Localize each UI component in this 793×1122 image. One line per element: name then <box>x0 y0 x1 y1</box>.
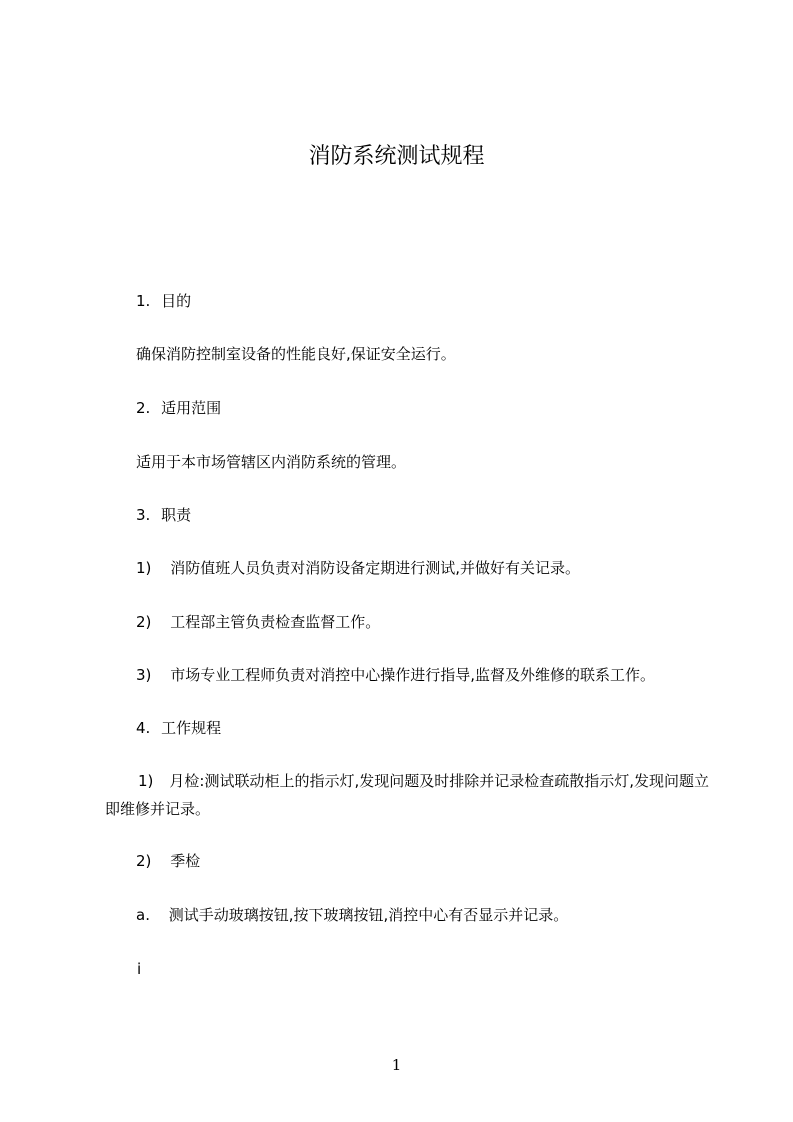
list-item-text: 工程部主管负责检查监督工作。 <box>170 613 381 631</box>
list-marker: 1) <box>136 559 152 577</box>
section-2-body: 适用于本市场管辖区内消防系统的管理。 <box>136 453 407 471</box>
list-marker: 1) <box>138 772 154 790</box>
section-number: 2. <box>136 399 151 417</box>
section-1-body: 确保消防控制室设备的性能良好,保证安全运行。 <box>136 345 456 363</box>
list-item <box>136 850 200 872</box>
list-item-text: 季检 <box>170 852 201 870</box>
list-item <box>136 664 655 686</box>
section-number: 1. <box>136 292 151 310</box>
list-item-text: 市场专业工程师负责对消控中心操作进行指导,监督及外维修的联系工作。 <box>170 666 655 684</box>
section-2-heading <box>136 397 221 419</box>
document-title: 消防系统测试规程 <box>308 144 485 169</box>
list-marker: 2) <box>136 613 152 631</box>
section-number: 3. <box>136 506 151 524</box>
section-number: 4. <box>136 719 151 737</box>
list-marker: a. <box>136 906 150 924</box>
list-marker: 3) <box>136 666 152 684</box>
section-1-heading <box>136 290 191 312</box>
sub-list-item <box>136 904 568 926</box>
section-title: 目的 <box>161 292 192 310</box>
trailing-marker: i <box>137 960 142 978</box>
section-3-heading <box>136 504 191 526</box>
section-title: 工作规程 <box>161 719 222 737</box>
section-title: 适用范围 <box>161 399 222 417</box>
list-item-text: 消防值班人员负责对消防设备定期进行测试,并做好有关记录。 <box>170 559 580 577</box>
section-title: 职责 <box>161 506 192 524</box>
list-item <box>136 611 380 633</box>
page-number: 1 <box>391 1056 402 1074</box>
list-item <box>136 557 580 579</box>
list-item-text: 测试手动玻璃按钮,按下玻璃按钮,消控中心有否显示并记录。 <box>168 906 569 924</box>
list-item-text: 月检:测试联动柜上的指示灯,发现问题及时排除并记录检查疏散指示灯,发现问题立即维修并记录。 <box>105 772 709 818</box>
section-4-heading <box>136 717 221 739</box>
list-item <box>105 767 715 823</box>
list-marker: 2) <box>136 852 152 870</box>
